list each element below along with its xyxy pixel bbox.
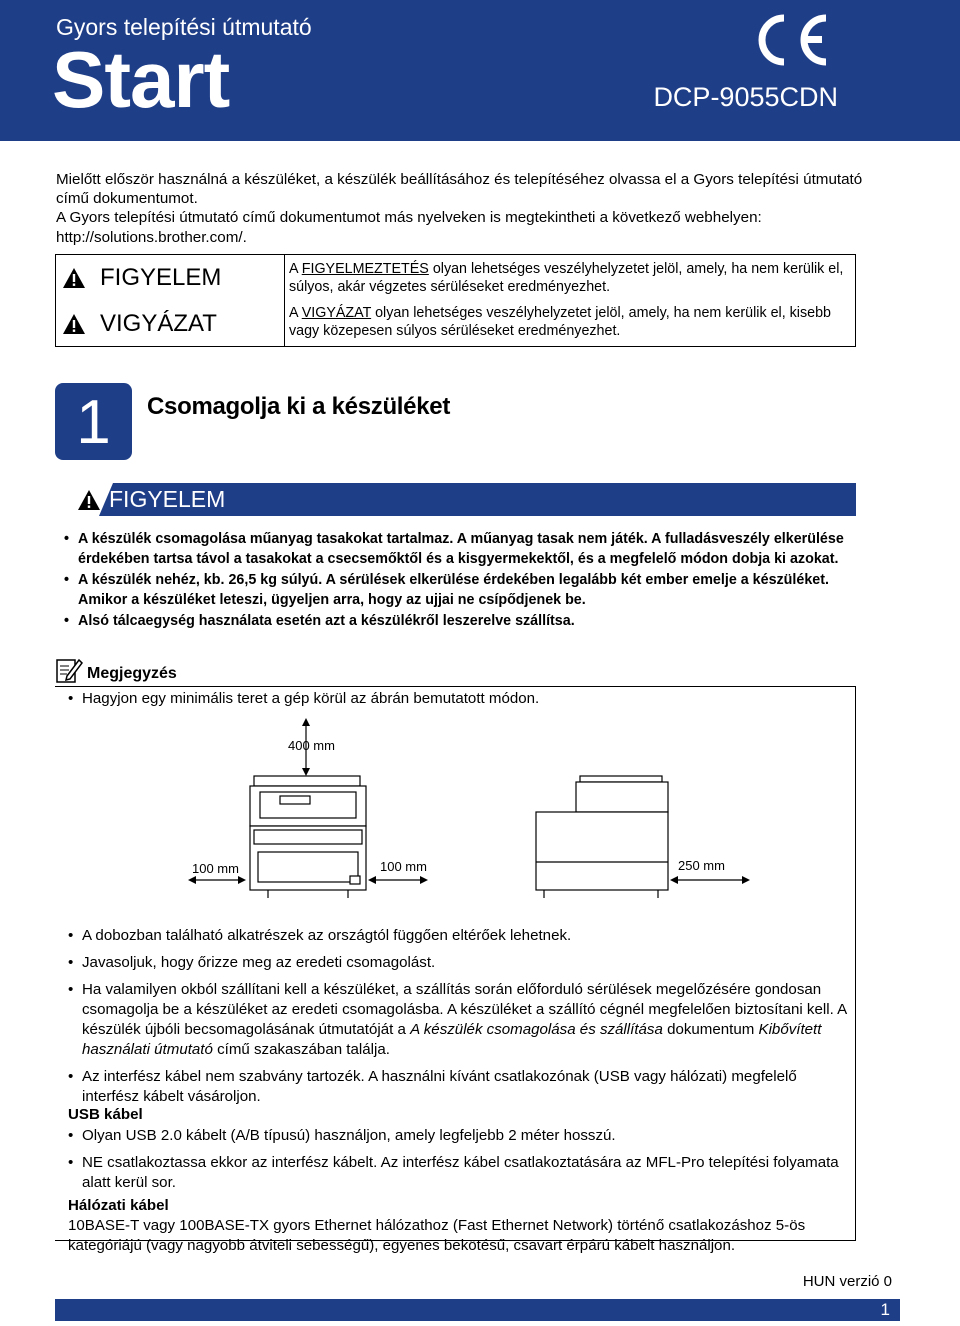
- warning-triangle-icon: [77, 489, 101, 511]
- printer-front-view: [250, 776, 366, 898]
- arrow-head-icon: [238, 876, 246, 884]
- ce-mark-icon: [752, 12, 832, 68]
- usb-cable-heading: USB kábel: [68, 1106, 143, 1123]
- footer-bar: [55, 1299, 900, 1321]
- warning-definition-figyelem: [289, 260, 851, 296]
- def-prefix: A: [289, 261, 302, 277]
- list-item: [68, 980, 848, 1060]
- header-banner: [0, 0, 960, 141]
- note-top-rule: [55, 686, 856, 687]
- usb-list: [68, 1126, 848, 1200]
- left-clearance-label: 100 mm: [192, 861, 239, 876]
- intro-line-1: Mielőtt először használná a készüléket, a készülék beállításához és telepítéséhez olvassa el a Gyors telepítési útmutató című dokumentumot.: [56, 171, 863, 207]
- table-divider: [284, 255, 285, 346]
- intro-text: [56, 170, 886, 247]
- arrow-head-icon: [302, 718, 310, 726]
- note-list: [68, 926, 848, 1114]
- warning-triangle-icon: [62, 313, 86, 335]
- note-pencil-icon: [55, 656, 83, 684]
- figyelem-banner: [55, 483, 856, 516]
- warning-triangle-icon: [62, 267, 86, 289]
- def-keyword: VIGYÁZAT: [301, 305, 372, 321]
- clearance-diagram: [58, 712, 838, 912]
- printer-side-view: [536, 776, 668, 898]
- list-item: • Az interfész kábel nem szabvány tartozék. A használni kívánt csatlakozónak (USB vagy hálózati) megfelelő interfész kábelt vásároljon.: [68, 1067, 848, 1107]
- note-label: Megjegyzés: [87, 665, 177, 682]
- arrow-head-icon: [420, 876, 428, 884]
- shipping-guide-title: Kibővített használati útmutató: [82, 1021, 822, 1058]
- def-text: olyan lehetséges veszélyhelyzetet jelöl, amely, ha nem kerülik el, kisebb vagy közepesen súlyos sérüléseket eredményezhet.: [289, 305, 831, 339]
- banner-label: FIGYELEM: [109, 486, 226, 512]
- step-title: Csomagolja ki a készüléket: [147, 393, 451, 420]
- intro-line-2: A Gyors telepítési útmutató című dokumentumot más nyelveken is megtekintheti a következő webhelyen:: [56, 209, 762, 226]
- warning-term-label: VIGYÁZAT: [100, 310, 217, 337]
- page-title: Start: [52, 35, 230, 124]
- list-item: • Olyan USB 2.0 kábelt (A/B típusú) használjon, amely legfeljebb 2 méter hosszú.: [68, 1126, 848, 1146]
- shipping-text: című szakaszában találja.: [212, 1041, 390, 1058]
- page-number: 1: [880, 1300, 890, 1319]
- arrow-head-icon: [742, 876, 750, 884]
- back-clearance-label: 250 mm: [678, 858, 725, 873]
- list-item: • Hagyjon egy minimális teret a gép körül az ábrán bemutatott módon.: [68, 689, 848, 709]
- model-number: DCP-9055CDN: [653, 82, 838, 112]
- list-item: • A dobozban található alkatrészek az országtól függően eltérőek lehetnek.: [68, 926, 848, 946]
- network-cable-text: 10BASE-T vagy 100BASE-TX gyors Ethernet hálózathoz (Fast Ethernet Network) történő csatlakozáshoz 5-ös kategóriájú (vagy nagyobb átviteli sebességű), egyenes bekötésű, csavart érpárú kábelt használjon.: [68, 1217, 806, 1254]
- step-number-badge: 1: [55, 383, 132, 460]
- arrow-head-icon: [302, 768, 310, 776]
- arrow-head-icon: [188, 876, 196, 884]
- warning-term-label: FIGYELEM: [100, 264, 222, 291]
- top-clearance-label: 400 mm: [288, 738, 335, 753]
- guide-subtitle: Gyors telepítési útmutató: [56, 14, 312, 40]
- note-right-rule: [855, 686, 856, 1241]
- version-label: HUN verzió 0: [802, 1273, 892, 1290]
- right-clearance-label: 100 mm: [380, 859, 427, 874]
- warning-term-vigyazat: [62, 310, 217, 338]
- support-url[interactable]: http://solutions.brother.com/.: [56, 229, 247, 246]
- note-header: [55, 656, 177, 689]
- list-item: • Javasoljuk, hogy őrizze meg az eredeti csomagolást.: [68, 953, 848, 973]
- list-item: • A készülék nehéz, kb. 26,5 kg súlyú. A sérülések elkerülése érdekében legalább két ember emelje a készüléket. Amikor a készüléket leteszi, ügyeljen arra, hogy az ujjai ne csípődjenek be.: [64, 570, 864, 610]
- network-cable-heading: Hálózati kábel: [68, 1197, 169, 1214]
- warning-definition-vigyazat: [289, 304, 851, 340]
- def-keyword: FIGYELMEZTETÉS: [301, 261, 429, 277]
- list-item: • NE csatlakoztassa ekkor az interfész kábelt. Az interfész kábel csatlakoztatására az MFL-Pro telepítési folyamata alatt kerül sor.: [68, 1153, 848, 1193]
- def-prefix: A: [289, 305, 302, 321]
- def-text: olyan lehetséges veszélyhelyzetet jelöl, amely, ha nem kerülik el, súlyos, akár végzetes sérüléseket eredményezhet.: [289, 261, 844, 295]
- warning-bullet-list: [64, 529, 864, 632]
- arrow-head-icon: [368, 876, 376, 884]
- warning-definitions-table: [55, 254, 856, 347]
- shipping-text: dokumentum: [662, 1021, 759, 1038]
- arrow-head-icon: [670, 876, 678, 884]
- shipping-text: Ha valamilyen okból szállítani kell a készüléket, a szállítás során előforduló sérülések megelőzésére gondosan csomagolja be a készüléket az eredeti csomagolásba. A készüléket a szállító cégnél megfelelően biztosítani kell. A készülék újbóli becsomagolásának útmutatóját a: [82, 981, 847, 1038]
- warning-term-figyelem: [62, 264, 221, 292]
- list-item: • A készülék csomagolása műanyag tasakokat tartalmaz. A műanyag tasak nem játék. A fulladásveszély elkerülése érdekében tartsa távol a tasakokat a csecsemőktől és a kisgyermekektől, és a megfelelő módon dobja ki azokat.: [64, 529, 864, 569]
- shipping-doc-title: A készülék csomagolása és szállítása: [410, 1021, 663, 1038]
- list-item: • Alsó tálcaegység használata esetén azt a készülékről leszerelve szállítsa.: [64, 611, 864, 631]
